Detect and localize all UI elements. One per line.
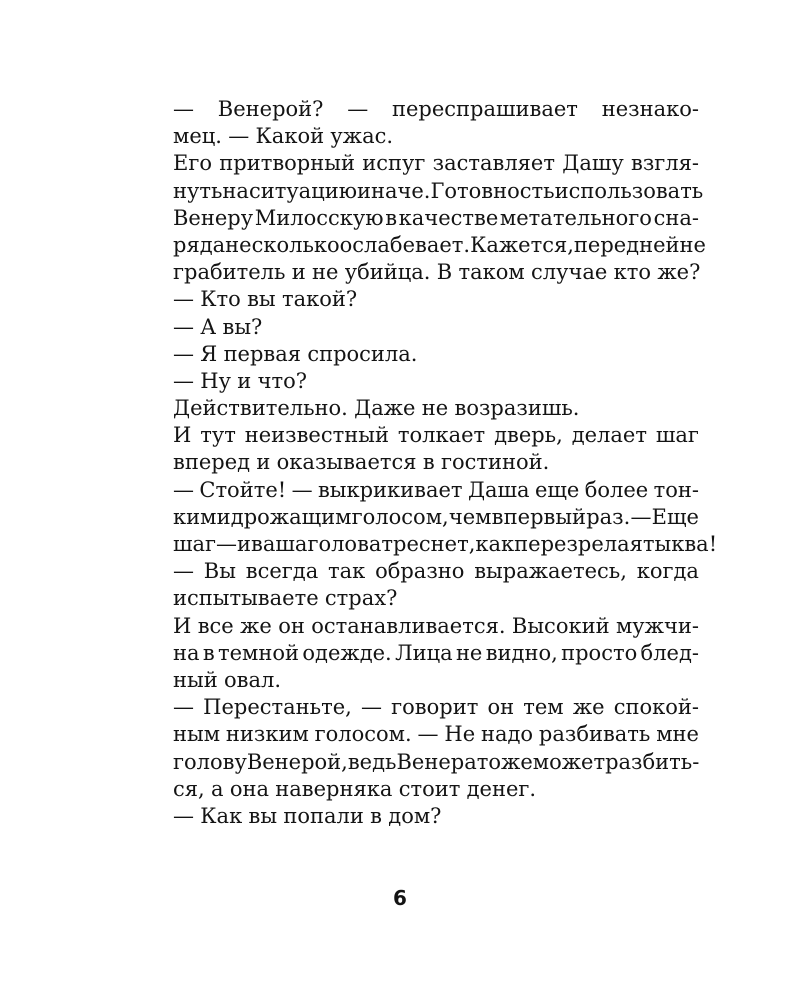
word: ся, [173, 776, 205, 801]
word: возразишь. [454, 396, 580, 421]
word: заставляет [432, 151, 555, 176]
word: на [173, 640, 200, 665]
word: делает [571, 423, 647, 448]
word: низким [225, 722, 309, 747]
word: неизвестный [244, 423, 389, 448]
word: Не [444, 722, 476, 747]
text-line [173, 286, 699, 313]
word: В [436, 260, 453, 285]
text-line [173, 178, 704, 205]
word: Венеру [173, 205, 254, 230]
word: использовать [554, 178, 704, 203]
word: вы? [222, 314, 263, 339]
word: в [385, 205, 398, 230]
word: первая [223, 341, 302, 366]
word: И [173, 423, 192, 448]
word: разбить- [605, 749, 700, 774]
text-line [173, 477, 699, 504]
word: Кажется, [470, 232, 574, 257]
word: Как [200, 803, 243, 828]
word: дверь, [494, 423, 563, 448]
word: не [421, 396, 449, 421]
word: несколько [225, 232, 340, 257]
word: и [256, 450, 271, 475]
text-line [173, 395, 699, 422]
word: переспрашивает [391, 97, 578, 121]
word: раз. [586, 504, 631, 529]
word: и [216, 504, 231, 529]
word: тон- [653, 477, 699, 502]
word: говорит [391, 695, 479, 720]
word: — [360, 695, 382, 720]
word: мужчи- [615, 613, 699, 638]
word: и [237, 368, 252, 393]
word: ситуацию [248, 178, 357, 203]
text-line [173, 504, 699, 531]
word: — [216, 532, 238, 556]
word: надо [480, 722, 534, 747]
word: же [240, 613, 272, 638]
word: — [173, 803, 194, 828]
text-line [173, 640, 699, 667]
word: притворный [219, 151, 355, 176]
text-line [173, 422, 699, 449]
text-line [173, 232, 706, 259]
word: — [173, 695, 194, 720]
word: Готовность [430, 178, 555, 203]
word: может [532, 749, 606, 774]
word: образно [375, 559, 465, 584]
word: ваша [251, 532, 308, 556]
word: одежде. [302, 640, 392, 665]
word: — [417, 722, 439, 747]
word: первый [503, 504, 587, 529]
word: наверняка [275, 776, 393, 801]
text-line [173, 776, 699, 803]
word: стоит [398, 776, 461, 801]
text-line [173, 667, 699, 694]
word: толкает [397, 423, 486, 448]
word: — [630, 504, 652, 529]
word: ряда [173, 232, 226, 257]
word: всегда [245, 559, 319, 584]
word: — [173, 559, 194, 584]
word: не [679, 232, 706, 257]
word: сна- [653, 205, 699, 230]
word: — [173, 314, 194, 339]
word: ведь [347, 749, 397, 774]
word: голосом, [351, 504, 449, 529]
text-line [173, 368, 699, 395]
word: испуг [362, 151, 426, 176]
text-line [173, 749, 699, 776]
word: блед- [640, 640, 699, 665]
word: тут [200, 423, 236, 448]
word: А [200, 314, 217, 339]
word: Венерой, [246, 749, 348, 774]
text-line [173, 205, 699, 232]
word: Еще [651, 504, 699, 529]
word: так [328, 559, 366, 584]
word: выражаетесь, [474, 559, 627, 584]
word: страх? [324, 586, 398, 611]
word: же? [657, 260, 701, 285]
text-line [173, 449, 699, 476]
word: Милосскую [254, 205, 384, 230]
word: грабитель [173, 260, 286, 285]
word: таком [458, 260, 525, 285]
text-line [173, 259, 699, 286]
word: спросила. [307, 341, 418, 366]
word: когда [636, 559, 699, 584]
word: шаг [655, 423, 699, 448]
word: в [491, 504, 504, 529]
word: дрожащим [230, 504, 352, 529]
word: Его [173, 151, 212, 176]
word: мне [656, 722, 699, 747]
word: ней [639, 232, 680, 257]
text-line [173, 721, 699, 748]
word: перед [573, 232, 640, 257]
word: Какой [255, 124, 325, 149]
word: — [228, 124, 250, 149]
word: голова [307, 532, 382, 556]
word: и [291, 260, 306, 285]
word: незнако- [601, 97, 699, 121]
word: ным [173, 722, 221, 747]
text-line [173, 150, 699, 177]
text-line [173, 341, 699, 368]
word: на [222, 178, 249, 203]
text-line [173, 123, 699, 150]
word: останавливается. [311, 613, 506, 638]
word: разбивать [538, 722, 651, 747]
text-line [173, 531, 718, 558]
word: Лица [395, 640, 453, 665]
word: спокой- [613, 695, 699, 720]
word: в [422, 450, 435, 475]
word: И [173, 613, 192, 638]
word: ужас. [330, 124, 394, 149]
page-body-text [173, 96, 718, 830]
word: Даша [467, 477, 530, 502]
text-line [173, 585, 699, 612]
word: кто [613, 260, 652, 285]
word: Ну [200, 368, 231, 393]
word: видно, [485, 640, 558, 665]
word: нуть [173, 178, 223, 203]
word: вы [247, 287, 276, 312]
word: все [197, 613, 234, 638]
word: — [173, 287, 194, 312]
word: чем [448, 504, 492, 529]
word: Даже [354, 396, 416, 421]
word: просто [561, 640, 638, 665]
word: убийца. [344, 260, 431, 285]
word: не [455, 640, 483, 665]
word: дом? [388, 803, 442, 828]
word: — [173, 97, 194, 121]
word: голову [173, 749, 247, 774]
word: метательного [499, 205, 652, 230]
word: и [237, 532, 252, 556]
word: ослабевает. [339, 232, 471, 257]
word: шаг [173, 532, 217, 556]
word: вы [248, 803, 278, 828]
word: — [347, 97, 369, 121]
word: что? [257, 368, 307, 393]
text-line [173, 314, 699, 341]
word: испытываете [173, 586, 319, 611]
text-line [173, 96, 699, 123]
word: Стойте! [199, 477, 287, 502]
word: гостиной. [440, 450, 550, 475]
word: — [173, 477, 194, 502]
word: Кто [200, 287, 241, 312]
word: денег. [466, 776, 537, 801]
word: ный [173, 667, 218, 692]
word: вперед [173, 450, 251, 475]
word: оказывается [276, 450, 417, 475]
word: голосом. [314, 722, 412, 747]
word: он [278, 613, 305, 638]
word: перезрелая [514, 532, 643, 556]
word: — [173, 368, 194, 393]
word: мец. [173, 124, 222, 149]
word: Я [200, 341, 218, 366]
word: — [291, 477, 313, 502]
text-line [173, 558, 699, 585]
text-line [173, 803, 699, 830]
word: тоже [476, 749, 533, 774]
word: Дашу [562, 151, 624, 176]
word: такой? [281, 287, 358, 312]
word: Перестаньте, [203, 695, 352, 720]
word: — [173, 341, 194, 366]
word: Высокий [511, 613, 610, 638]
word: в [202, 640, 215, 665]
word: иначе. [356, 178, 431, 203]
word: она [229, 776, 269, 801]
text-line [173, 694, 699, 721]
word: случае [531, 260, 608, 285]
word: Венера [396, 749, 477, 774]
page-number: 6 [393, 886, 407, 910]
word: более [584, 477, 649, 502]
word: Вы [203, 559, 236, 584]
word: он [487, 695, 515, 720]
word: как [475, 532, 515, 556]
word: овал. [224, 667, 282, 692]
word: не [312, 260, 339, 285]
text-line [173, 613, 699, 640]
word: в [370, 803, 382, 828]
word: треснет, [381, 532, 476, 556]
word: взгля- [631, 151, 699, 176]
word: а [210, 776, 224, 801]
word: тыква! [642, 532, 718, 556]
word: темной [218, 640, 300, 665]
word: же [572, 695, 605, 720]
word: выкрикивает [317, 477, 463, 502]
word: Действительно. [173, 396, 348, 421]
word: ким [173, 504, 217, 529]
word: Венерой? [217, 97, 324, 121]
word: качестве [398, 205, 499, 230]
word: тем [523, 695, 564, 720]
word: еще [534, 477, 580, 502]
word: попали [283, 803, 364, 828]
